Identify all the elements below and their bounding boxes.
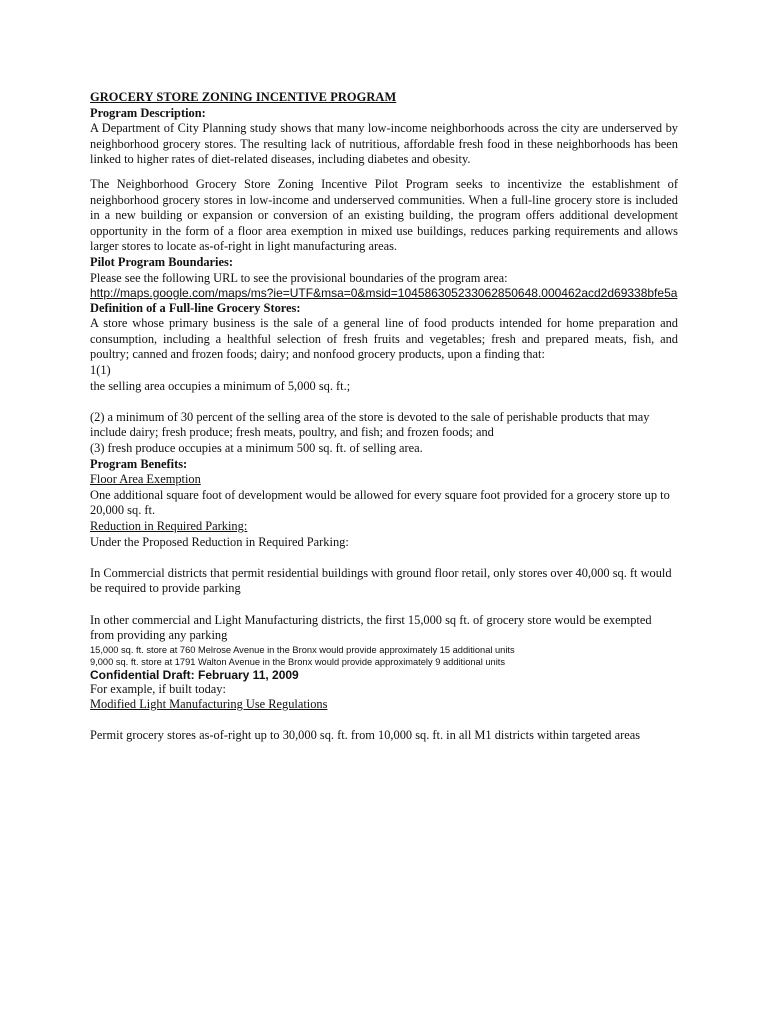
definition-heading: Definition of a Full-line Grocery Stores: [90,300,301,315]
example-walton: 9,000 sq. ft. store at 1791 Walton Avenue in the Bronx would provide approximately 9 additional units [90,656,506,667]
reduction-parking-intro: Under the Proposed Reduction in Required Parking: [90,534,349,549]
confidential-draft-date: Confidential Draft: February 11, 2009 [90,667,299,682]
document-title: GROCERY STORE ZONING INCENTIVE PROGRAM [90,90,397,104]
definition-item-2: (2) a minimum of 30 percent of the selling area of the store is devoted to the sale of perishable products that may include dairy; fresh produce; fresh meats, poultry, and fish; and frozen foods; and [90,409,650,440]
program-description-paragraph-2: The Neighborhood Grocery Store Zoning Incentive Pilot Program seeks to incentivize the establishment of neighborhood grocery stores in low-income and underserved communities. When a full-line grocery store is included in a new building or expansion or conversion of an existing building, the program offers additional development opportunity in the form of a floor area exemption in mixed use buildings, reduces parking requirements and allows larger stores to locate as-of-right in light manufacturing areas. [90,176,678,254]
floor-area-exemption-heading: Floor Area Exemption [90,472,201,487]
modified-m1-heading: Modified Light Manufacturing Use Regulations [90,697,328,712]
reduction-parking-heading: Reduction in Required Parking: [90,518,248,533]
spacer [90,394,678,410]
program-area-map-link[interactable]: http://maps.google.com/maps/ms?ie=UTF&msa=0&msid=104586305233062850648.000462acd2d69338bfe5a [90,286,678,301]
program-benefits-heading: Program Benefits: [90,456,188,471]
example-melrose: 15,000 sq. ft. store at 760 Melrose Avenue in the Bronx would provide approximately 15 additional units [90,644,515,655]
example-intro: For example, if built today: [90,681,226,696]
document-page [90,90,678,744]
program-description-heading: Program Description: [90,105,206,120]
floor-area-exemption-text: One additional square foot of development would be allowed for every square foot provided for a grocery store up to 20,000 sq. ft. [90,487,670,518]
program-description-paragraph-1: A Department of City Planning study shows that many low-income neighborhoods across the city are underserved by neighborhood grocery stores. The resulting lack of nutritious, affordable fresh food in these neighborhoods has been linked to higher rates of diet-related diseases, including diabetes and obesity. [90,121,678,167]
definition-text: A store whose primary business is the sale of a general line of food products intended for home preparation and consumption, including a healthful selection of fresh fruits and vegetables; fresh and prepared meats, fish, and poultry; canned and frozen foods; dairy; and nonfood grocery products, upon a finding that: [90,316,678,362]
definition-item-1-label: 1(1) [90,363,111,377]
pilot-boundaries-text: Please see the following URL to see the provisional boundaries of the program area: [90,270,508,285]
modified-m1-text: Permit grocery stores as-of-right up to 30,000 sq. ft. from 10,000 sq. ft. in all M1 districts within targeted areas [90,728,641,743]
definition-item-3: (3) fresh produce occupies at a minimum 500 sq. ft. of selling area. [90,440,423,455]
spacer [90,597,678,613]
spacer [90,713,678,729]
pilot-boundaries-heading: Pilot Program Boundaries: [90,254,233,269]
definition-item-1: the selling area occupies a minimum of 5,000 sq. ft.; [90,378,351,393]
spacer [90,550,678,566]
parking-other-text: In other commercial and Light Manufacturing districts, the first 15,000 sq ft. of grocery store would be exempted from providing any parking [90,612,652,643]
parking-commercial-text: In Commercial districts that permit residential buildings with ground floor retail, only stores over 40,000 sq. ft would be required to provide parking [90,565,672,596]
